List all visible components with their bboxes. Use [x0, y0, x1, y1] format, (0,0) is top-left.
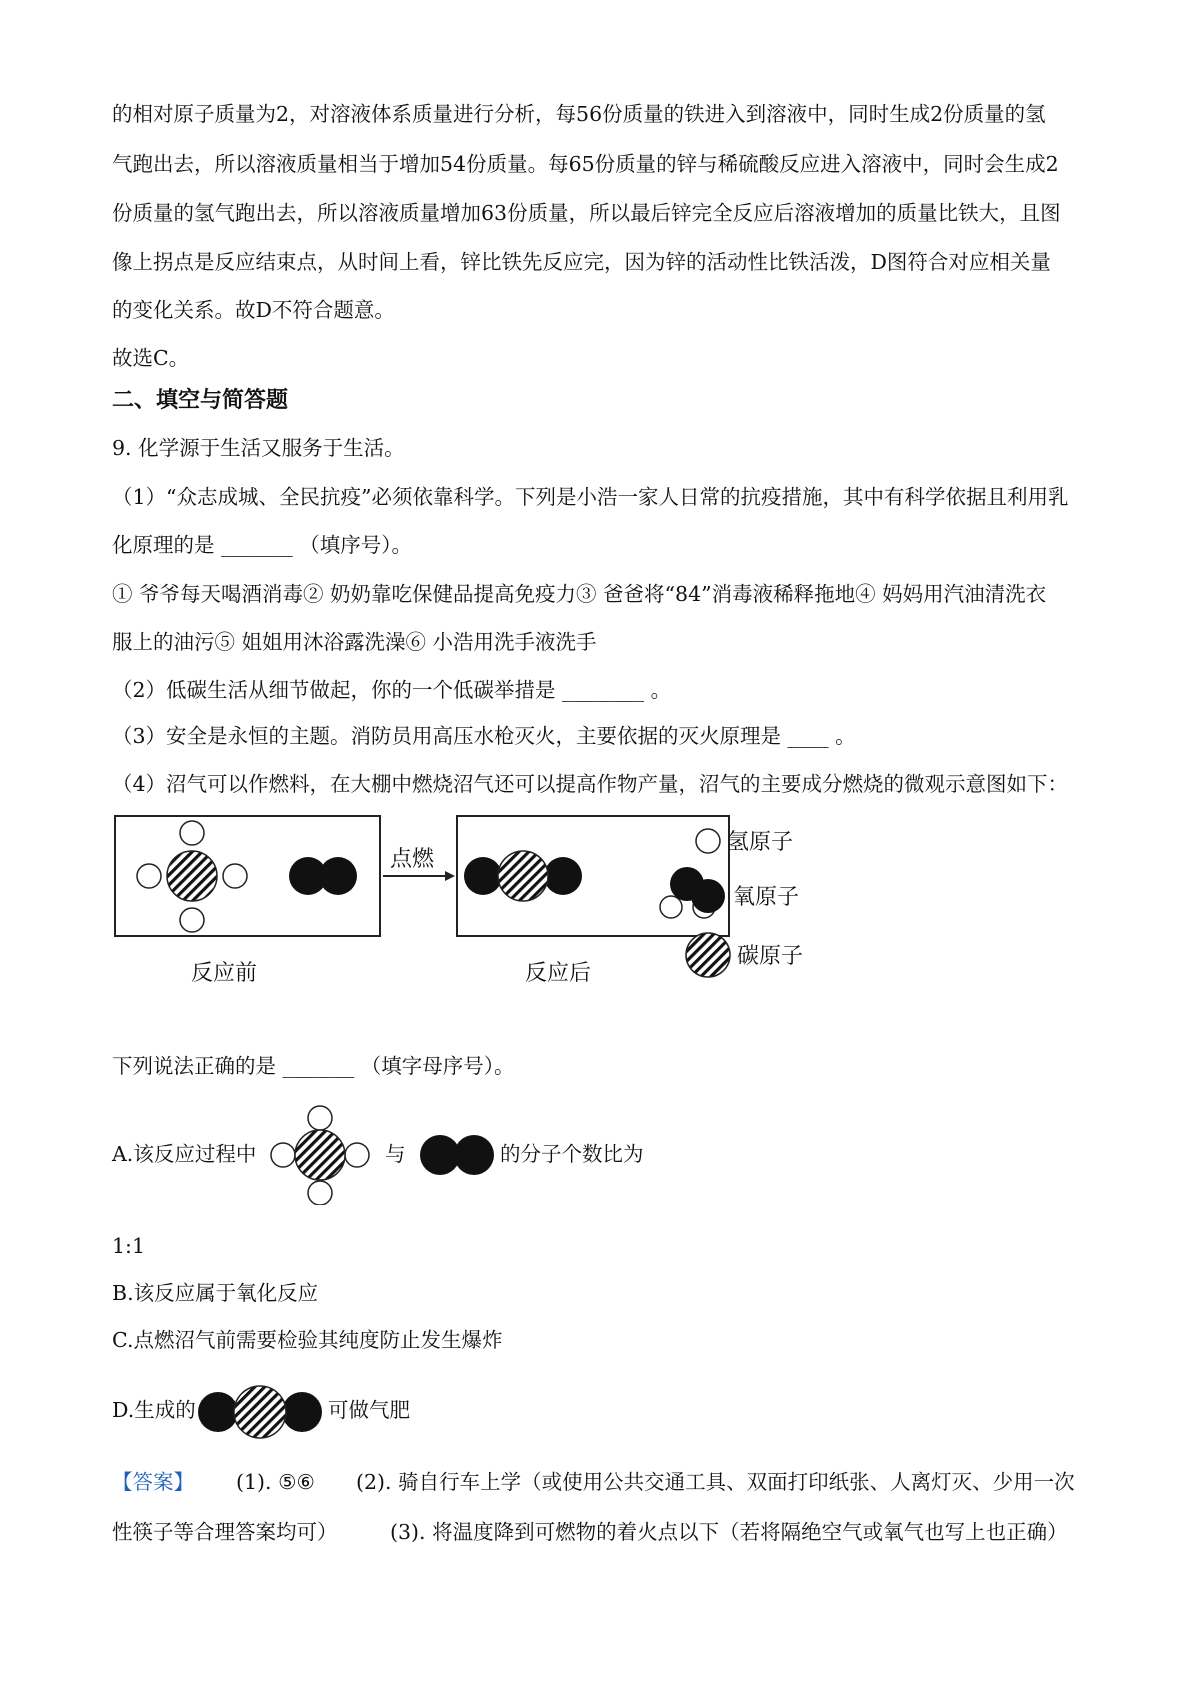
answer-2-cont: 性筷子等合理答案均可） — [112, 1520, 338, 1544]
options-line1: ① 爷爷每天喝酒消毒② 奶奶靠吃保健品提高免疫力③ 爸爸将“84”消毒液稀释拖地④ 妈妈用汽油清洗衣 — [112, 582, 1047, 606]
paragraph-line-1: 的相对原子质量为2，对溶液体系质量进行分析，每56份质量的铁进入到溶液中，同时生成2份质量的氢 — [112, 102, 1046, 126]
legend-oxygen-swatch — [691, 879, 725, 913]
choices-prompt: 下列说法正确的是 _______ （填字母序号）。 — [112, 1054, 515, 1078]
arrow-label: 点燃 — [390, 847, 435, 872]
legend-hydrogen-swatch — [696, 829, 720, 853]
carbon-dioxide-molecule — [464, 851, 582, 901]
oxygen-molecule — [289, 857, 357, 895]
paragraph-line-5: 的变化关系。故D不符合题意。 — [112, 298, 395, 322]
choice-d-suffix: 可做气肥 — [328, 1398, 410, 1422]
paragraph-line-3: 份质量的氢气跑出去，所以溶液质量增加63份质量，所以最后锌完全反应后溶液增加的质量比铁大，且图 — [112, 201, 1061, 225]
paragraph-line-4: 像上拐点是反应结束点，从时间上看，锌比铁先反应完，因为锌的活动性比铁活泼，D图符合对应相关量 — [112, 250, 1051, 274]
choice-a-mid: 与 — [385, 1142, 406, 1166]
q4-text: （4）沼气可以作燃料，在大棚中燃烧沼气还可以提高作物产量，沼气的主要成分燃烧的微观示意图如下： — [112, 772, 1069, 796]
choice-a-ratio: 1:1 — [112, 1234, 145, 1258]
after-label: 反应后 — [525, 961, 592, 986]
reaction-diagram — [105, 808, 905, 1008]
answer-2: (2). 骑自行车上学（或使用公共交通工具、双面打印纸张、人离灯灭、少用一次 — [356, 1470, 1075, 1494]
conclusion-text: 故选C。 — [112, 346, 190, 370]
before-label: 反应前 — [191, 961, 258, 986]
choice-a-suffix: 的分子个数比为 — [500, 1142, 644, 1166]
choice-a-prefix: A.该反应过程中 — [112, 1142, 257, 1166]
choice-a-oxygen-icon — [418, 1132, 498, 1178]
choice-b: B.该反应属于氧化反应 — [112, 1281, 319, 1305]
choice-c: C.点燃沼气前需要检验其纯度防止发生爆炸 — [112, 1328, 503, 1352]
q1-line1: （1）“众志成城、全民抗疫”必须依靠科学。下列是小浩一家人日常的抗疫措施，其中有科学依据且利用乳 — [112, 485, 1069, 509]
methane-molecule — [137, 821, 247, 932]
options-line2: 服上的油污⑤ 姐姐用沐浴露洗澡⑥ 小浩用洗手液洗手 — [112, 630, 597, 654]
answer-1: (1). ⑤⑥ — [236, 1470, 315, 1494]
answer-3: (3). 将温度降到可燃物的着火点以下（若将隔绝空气或氧气也写上也正确） — [390, 1520, 1068, 1544]
answer-tag: 【答案】 — [112, 1470, 194, 1494]
legend-oxygen-label: 氧原子 — [733, 885, 800, 910]
choice-a-methane-icon — [270, 1105, 370, 1205]
legend-carbon-swatch — [686, 933, 730, 977]
choice-d-prefix: D.生成的 — [112, 1398, 196, 1422]
q1-line2: 化原理的是 _______ （填序号）。 — [112, 533, 413, 557]
section-heading: 二、填空与简答题 — [112, 388, 289, 413]
legend-hydrogen-label: 氢原子 — [727, 830, 794, 855]
choice-d-co2-icon — [196, 1384, 326, 1440]
q3-text: （3）安全是永恒的主题。消防员用高压水枪灭火，主要依据的灭火原理是 ____ 。 — [112, 724, 856, 748]
legend — [686, 829, 803, 977]
paragraph-line-2: 气跑出去，所以溶液质量相当于增加54份质量。每65份质量的锌与稀硫酸反应进入溶液中，同时会生成2 — [112, 152, 1059, 176]
legend-carbon-label: 碳原子 — [737, 944, 804, 969]
question9-title: 9. 化学源于生活又服务于生活。 — [112, 436, 405, 460]
q2-text: （2）低碳生活从细节做起，你的一个低碳举措是 ________ 。 — [112, 678, 672, 702]
arrow-head — [445, 871, 455, 881]
